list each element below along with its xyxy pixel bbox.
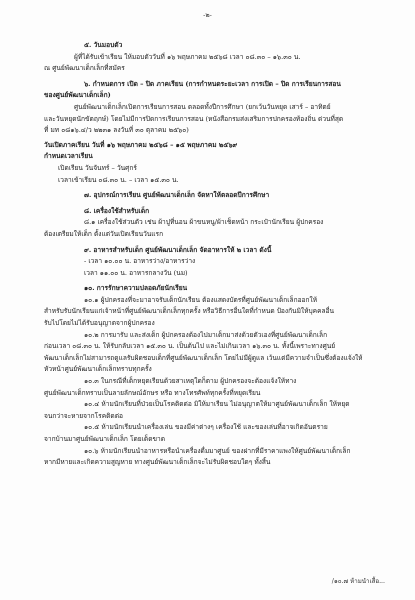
section-10-para-4: ๑๐.๔ ห้ามนักเรียนที่ป่วยเป็นโรคติดต่อ มิให้มาเรียน ไม่อนุญาตให้มาศูนย์พัฒนาเด็กเล็ก ให้หยุด bbox=[84, 400, 350, 409]
document-body bbox=[44, 36, 382, 469]
section-10-para-3: ศูนย์พัฒนาเด็กทราบเป็นลายลักษณ์อักษร หรือ ทางโทรศัพท์ทุกครั้งที่หยุดเรียน bbox=[44, 388, 261, 397]
section-10-para-6: ๑๐.๖ ห้ามนักเรียนนำอาหารหรือนำเครื่องดื่มมาศูนย์ ของฝากที่มีราคาแพงให้ศูนย์พัฒนาเด็กเล็ก bbox=[84, 446, 351, 455]
section-7-heading: ๗. อุปกรณ์การเรียน ศูนย์พัฒนาเด็กเล็ก จัดหาให้ตลอดปีการศึกษา bbox=[84, 191, 270, 200]
schedule-heading: กำหนดเวลาเรียน bbox=[44, 152, 93, 161]
meal-item: เวลา ๑๑.๐๐ น. อาหารกลางวัน (นม) bbox=[84, 268, 188, 277]
section-10-para-5: จากบ้านมาศูนย์พัฒนาเด็กเล็ก โดยเด็ดขาด bbox=[44, 435, 165, 443]
page-number: -๒- bbox=[203, 11, 212, 19]
section-6-heading: ๖. กำหนดการ เปิด – ปิด ภาคเรียน (การกำหนดระยะเวลา การเปิด – ปิด การเรียนการสอน bbox=[84, 79, 341, 88]
section-9-heading: ๙. อาหารสำหรับเด็ก ศูนย์พัฒนาเด็กเล็ก จัดอาหารให้ ๒ เวลา ดังนี้ bbox=[84, 245, 272, 254]
schedule-days: เปิดเรียน วันจันทร์ – วันศุกร์ bbox=[58, 163, 137, 172]
section-10-para-2: ๑๐.๒ การมารับ และส่งเด็ก ผู้ปกครองต้องไปมาเด็กมาส่งด้วยตัวเองที่ศูนย์พัฒนาเด็กเล็ก bbox=[84, 330, 328, 339]
section-5-line: ณ ศูนย์พัฒนาเด็กเล็กที่สมัคร bbox=[44, 64, 125, 73]
section-6-body-line: ศูนย์พัฒนาเด็กเล็กเปิดการเรียนการสอน ตลอดทั้งปีการศึกษา (ยกเว้นวันหยุด เสาร์ – อาทิตย์ bbox=[74, 102, 331, 111]
meal-item: - เวลา ๑๐.๐๐ น. อาหารว่าง/อาหารว่าง bbox=[84, 257, 196, 266]
open-term-date: วันเปิดภาคเรียน วันที่ ๑๖ พฤษภาคม ๒๕๖๘ – ๑๕ พฤษภาคม ๒๕๖๙ bbox=[44, 140, 238, 149]
section-6-body-line: ที่ มท ๐๘๑๖.๔/ว ๒๒๓๑ ลงวันที่ ๓๐ ตุลาคม ๒๕๖๐) bbox=[44, 126, 189, 135]
section-8-heading: ๘. เครื่องใช้สำหรับเด็ก bbox=[84, 206, 150, 215]
section-10-para-1: สำหรับรับนักเรียนแก่เจ้าหน้าที่ศูนย์พัฒนาเด็กเล็กทุกครั้ง หรือวิธีการอื่นใดที่กำหนด ป้องกันมิให้บุคคลอื่น bbox=[44, 307, 334, 316]
section-5-line: ผู้ที่ได้รับเข้าเรียน ให้มอบตัววันที่ ๑๖ พฤษภาคม ๒๕๖๘ เวลา ๐๘.๓๐ – ๑๖.๓๐ น. bbox=[74, 52, 301, 61]
section-10-para-2: ก่อนเวลา ๐๘.๓๐ น. ให้รับกลับเวลา ๑๕.๓๐ น. เป็นต้นไป และไม่เกินเวลา ๑๖.๓๐ น. ทั้งนี้เพราะทางศูนย์ bbox=[44, 342, 336, 351]
schedule-hours: เวลาเข้าเรียน ๐๘.๓๐ น. – เวลา ๑๕.๓๐ น. bbox=[58, 175, 179, 184]
section-10-para-2: พัฒนาเด็กเล็กไม่สามารถดูแลรับผิดชอบเด็กที่ศูนย์พัฒนาเด็กเล็ก โดยไม่มีผู้ดูแล เว้นแต่มีความจำเป็นซึ่งต้องแจ้งให้ bbox=[44, 353, 363, 362]
section-5-heading: ๕. วันมอบตัว bbox=[84, 41, 123, 49]
section-10-heading: ๑๐. การรักษาความปลอดภัยนักเรียน bbox=[84, 284, 188, 293]
section-10-para-1: รับไปโดยไม่ได้รับอนุญาตจากผู้ปกครอง bbox=[44, 319, 155, 328]
section-10-para-5: ๑๐.๕ ห้ามนักเรียนนำเครื่องเล่น ของมีค่าต่างๆ เครื่องใช้ และของเล่นที่อาจเกิดอันตราย bbox=[84, 423, 328, 432]
section-6-heading: ของศูนย์พัฒนาเด็กเล็ก) bbox=[44, 91, 111, 100]
section-10-para-6: หากมีหายและเกิดความสูญหาย ทางศูนย์พัฒนาเด็กเล็กจะไม่รับผิดชอบใดๆ ทั้งสิ้น bbox=[44, 458, 271, 467]
section-8-line: ๘.๑ เครื่องใช้ส่วนตัว เช่น ผ้าปูที่นอน ผ้าขนหนู/ผ้าเช็ดหน้า กระเป๋านักเรียน ผู้ปกครอง bbox=[84, 218, 324, 227]
section-10-para-2: หัวหน้าศูนย์พัฒนาเด็กเล็กทราบทุกครั้ง bbox=[44, 365, 152, 374]
section-8-line: ต้องเตรียมให้เด็ก ตั้งแต่วันเปิดเรียนวันแรก bbox=[44, 229, 164, 238]
section-10-para-4: จนกว่าจะหายจากโรคติดต่อ bbox=[44, 411, 123, 420]
section-6-body-line: และวันหยุดนักขัตฤกษ์) โดยไม่มีการปิดการเรียนการสอน (หนังสือกรมส่งเสริมการปกครองท้องถิ่น ด่วนที่สุด bbox=[44, 114, 344, 123]
continuation-marker: /๑๐.๗ ห้ามนำเสื้อ... bbox=[331, 578, 385, 585]
section-10-para-3: ๑๐.๓ ในกรณีที่เด็กหยุดเรียนด้วยสาเหตุใดก็ตาม ผู้ปกครองจะต้องแจ้งให้ทาง bbox=[84, 377, 297, 386]
section-10-para-1: ๑๐.๑ ผู้ปกครองที่จะมาอาจรับเด็กนักเรียน ต้องแสดงบัตรที่ศูนย์พัฒนาเด็กเล็กออกให้ bbox=[84, 295, 318, 304]
